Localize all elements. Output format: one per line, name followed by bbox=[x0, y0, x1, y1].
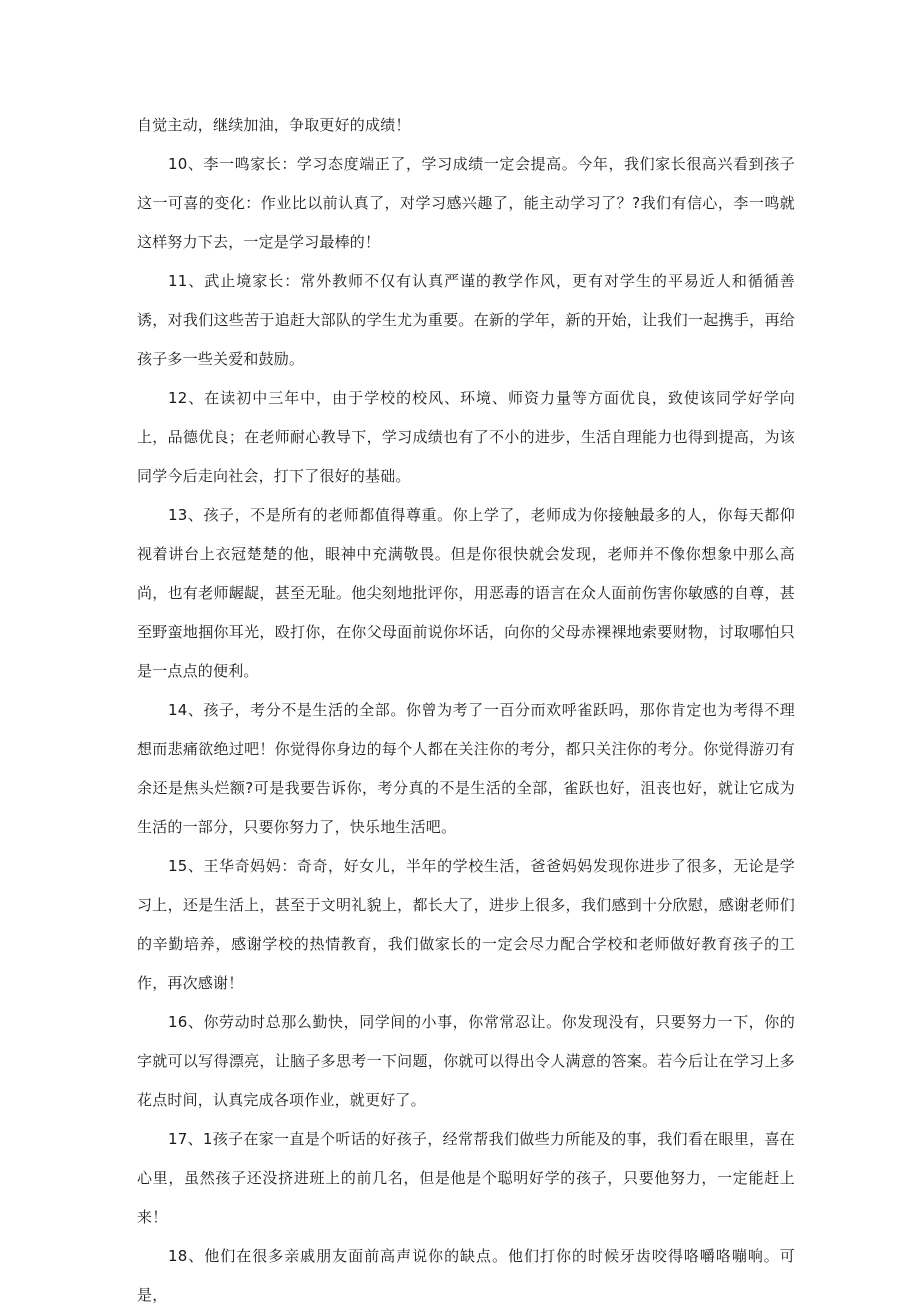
document-body bbox=[137, 106, 795, 1315]
paragraph: 17、1孩子在家一直是个听话的好孩子，经常帮我们做些力所能及的事，我们看在眼里，喜在心里，虽然孩子还没挤进班上的前几名，但是他是个聪明好学的孩子，只要他努力，一定能赶上来！ bbox=[137, 1130, 795, 1226]
paragraph: 自觉主动，继续加油，争取更好的成绩！ bbox=[137, 116, 411, 134]
paragraph: 14、孩子，考分不是生活的全部。你曾为考了一百分而欢呼雀跃吗，那你肯定也为考得不理想而悲痛欲绝过吧！你觉得你身边的每个人都在关注你的考分，都只关注你的考分。你觉得游刃有余还是焦头烂额?可是我要告诉你，考分真的不是生活的全部，雀跃也好，沮丧也好，就让它成为生活的一部分，只要你努力了，快乐地生活吧。 bbox=[137, 701, 795, 836]
paragraph: 18、他们在很多亲戚朋友面前高声说你的缺点。他们打你的时候牙齿咬得咯嚼咯嘣响。可是， bbox=[137, 1247, 795, 1304]
paragraph: 13、孩子，不是所有的老师都值得尊重。你上学了，老师成为你接触最多的人，你每天都仰视着讲台上衣冠楚楚的他，眼神中充满敬畏。但是你很快就会发现，老师并不像你想象中那么高尚，也有老师龌龊，甚至无耻。他尖刻地批评你，用恶毒的语言在众人面前伤害你敏感的自尊，甚至野蛮地掴你耳光，殴打你，在你父母面前说你坏话，向你的父母赤裸裸地索要财物，讨取哪怕只是一点点的便利。 bbox=[137, 506, 795, 680]
paragraph: 12、在读初中三年中，由于学校的校风、环境、师资力量等方面优良，致使该同学好学向上，品德优良；在老师耐心教导下，学习成绩也有了不小的进步，生活自理能力也得到提高，为该同学今后走向社会，打下了很好的基础。 bbox=[137, 389, 795, 485]
paragraph: 10、李一鸣家长：学习态度端正了，学习成绩一定会提高。今年，我们家长很高兴看到孩子这一可喜的变化：作业比以前认真了，对学习感兴趣了，能主动学习了？?我们有信心，李一鸣就这样努力下去，一定是学习最棒的！ bbox=[137, 155, 795, 251]
paragraph: 15、王华奇妈妈：奇奇，好女儿，半年的学校生活，爸爸妈妈发现你进步了很多，无论是学习上，还是生活上，甚至于文明礼貌上，都长大了，进步上很多，我们感到十分欣慰，感谢老师们的辛勤培养，感谢学校的热情教育，我们做家长的一定会尽力配合学校和老师做好教育孩子的工作，再次感谢！ bbox=[137, 857, 795, 992]
paragraph: 11、武止境家长：常外教师不仅有认真严谨的教学作风，更有对学生的平易近人和循循善诱，对我们这些苦于追赶大部队的学生尤为重要。在新的学年，新的开始，让我们一起携手，再给孩子多一些关爱和鼓励。 bbox=[137, 272, 795, 368]
paragraph: 16、你劳动时总那么勤快，同学间的小事，你常常忍让。你发现没有，只要努力一下，你的字就可以写得漂亮，让脑子多思考一下问题，你就可以得出令人满意的答案。若今后让在学习上多花点时间，认真完成各项作业，就更好了。 bbox=[137, 1013, 795, 1109]
